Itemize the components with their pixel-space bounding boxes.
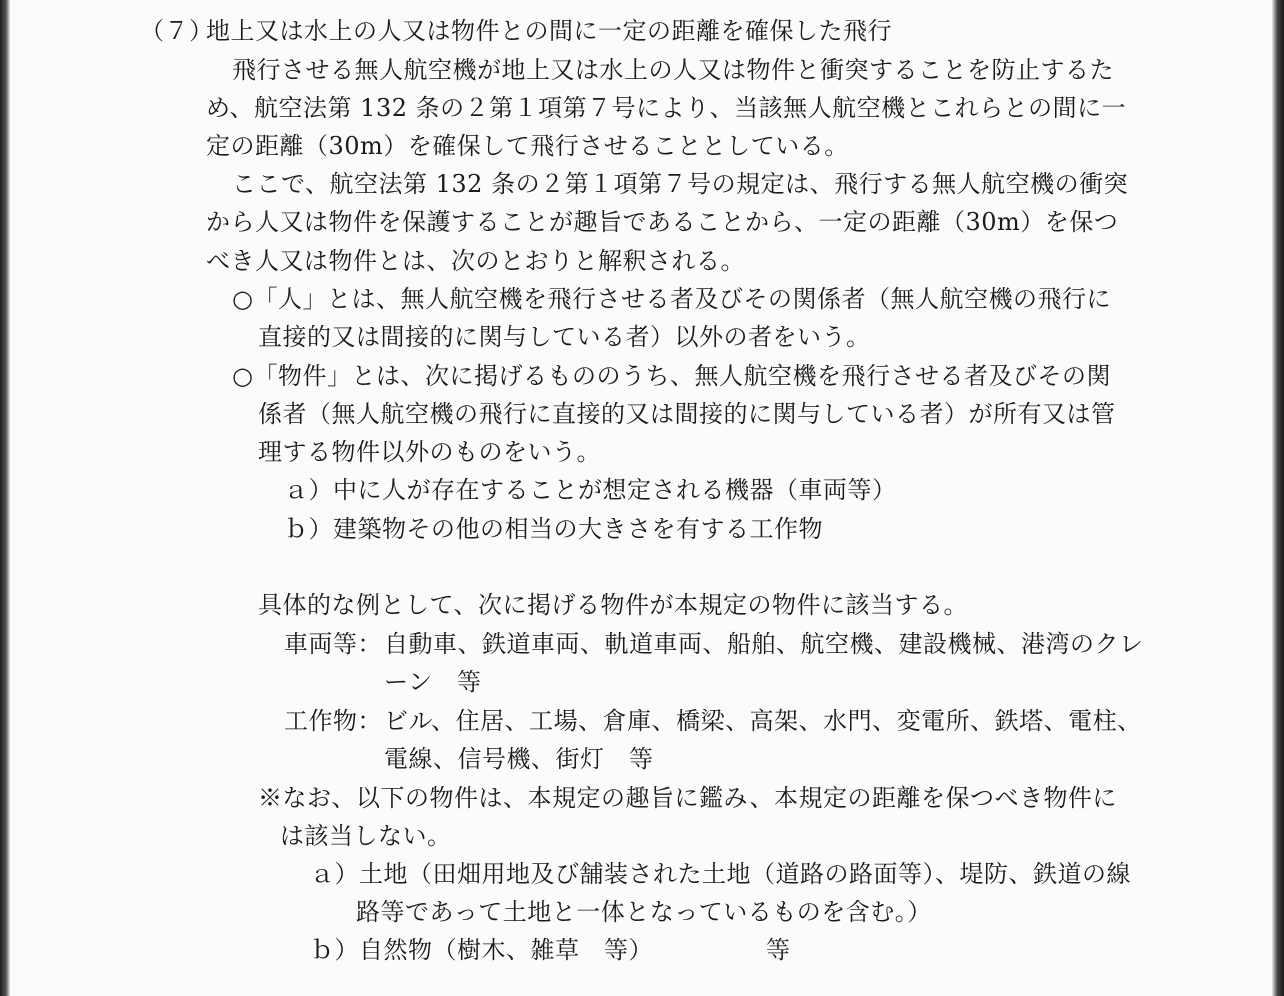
note-line-2: は該当しない。	[280, 822, 452, 850]
bullet-person-line-1: ○「人」とは、無人航空機を飛行させる者及びその関係者（無人航空機の飛行に	[232, 285, 1111, 313]
left-page-edge	[0, 0, 10, 996]
vehicles-line-2: ーン 等	[384, 668, 482, 696]
examples-intro: 具体的な例として、次に掲げる物件が本規定の物件に該当する。	[258, 591, 969, 619]
structures-line-2: 電線、信号機、街灯 等	[384, 745, 654, 773]
paragraph-1-line-2: め、航空法第 132 条の２第１項第７号により、当該無人航空機とこれらとの間に一	[206, 94, 1127, 122]
vehicles-label: 車両等：	[284, 630, 382, 658]
note-item-b: ｂ）自然物（樹木、雑草 等）	[310, 936, 653, 964]
paragraph-2-line-2: から人又は物件を保護することが趣旨であることから、一定の距離（30m）を保つ	[206, 208, 1119, 236]
paragraph-2-line-3: べき人又は物件とは、次のとおりと解釈される。	[206, 247, 745, 275]
right-page-edge	[1272, 0, 1284, 996]
section-heading: 地上又は水上の人又は物件との間に一定の距離を確保した飛行	[206, 17, 892, 45]
bullet-person-line-2: 直接的又は間接的に関与している者）以外の者をいう。	[258, 323, 871, 351]
note-item-a-line-1: ａ）土地（田畑用地及び舗装された土地（道路の路面等）、堤防、鉄道の線	[310, 860, 1131, 888]
note-item-a-line-2: 路等であって土地と一体となっているものを含む。）	[356, 898, 932, 926]
object-item-a: ａ）中に人が存在することが想定される機器（車両等）	[284, 476, 897, 504]
bullet-object-line-1: ○「物件」とは、次に掲げるもののうち、無人航空機を飛行させる者及びその関	[232, 362, 1111, 390]
section-number: （７）	[140, 17, 214, 45]
structures-label: 工作物：	[284, 707, 382, 735]
object-item-b: ｂ）建築物その他の相当の大きさを有する工作物	[284, 515, 823, 543]
bullet-object-line-2: 係者（無人航空機の飛行に直接的又は間接的に関与している者）が所有又は管	[258, 400, 1116, 428]
paragraph-1-line-1: 飛行させる無人航空機が地上又は水上の人又は物件と衝突することを防止するた	[232, 56, 1114, 84]
paragraph-1-line-3: 定の距離（30m）を確保して飛行させることとしている。	[206, 132, 849, 160]
bullet-object-line-3: 理する物件以外のものをいう。	[258, 438, 601, 466]
note-line-1: ※なお、以下の物件は、本規定の趣旨に鑑み、本規定の距離を保つべき物件に	[258, 784, 1117, 812]
structures-line-1: ビル、住居、工場、倉庫、橋梁、高架、水門、変電所、鉄塔、電柱、	[384, 707, 1142, 735]
vehicles-line-1: 自動車、鉄道車両、軌道車両、船舶、航空機、建設機械、港湾のクレ	[384, 630, 1144, 658]
note-item-b-tail: 等	[766, 936, 791, 964]
paragraph-2-line-1: ここで、航空法第 132 条の２第１項第７号の規定は、飛行する無人航空機の衝突	[232, 170, 1129, 198]
